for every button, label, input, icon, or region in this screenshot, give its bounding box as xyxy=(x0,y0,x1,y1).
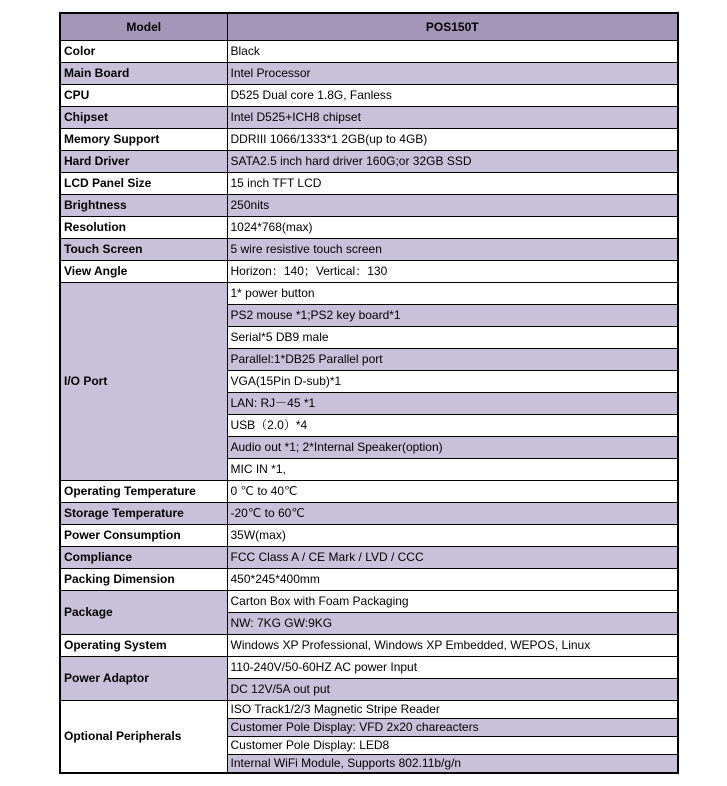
spec-value-memory-support: DDRIII 1066/1333*1 2GB(up to 4GB) xyxy=(227,129,678,151)
table-row xyxy=(60,129,678,151)
table-row xyxy=(60,569,678,591)
table-row xyxy=(60,635,678,657)
table-row xyxy=(60,107,678,129)
table-row xyxy=(60,525,678,547)
spec-value-packing-dimension: 450*245*400mm xyxy=(227,569,678,591)
spec-value-i-o-port-2: Serial*5 DB9 male xyxy=(227,327,678,349)
table-row xyxy=(60,63,678,85)
spec-label-memory-support: Memory Support xyxy=(60,129,227,151)
spec-label-view-angle: View Angle xyxy=(60,261,227,283)
spec-label-touch-screen: Touch Screen xyxy=(60,239,227,261)
spec-label-chipset: Chipset xyxy=(60,107,227,129)
spec-value-compliance: FCC Class A / CE Mark / LVD / CCC xyxy=(227,547,678,569)
spec-label-i-o-port: I/O Port xyxy=(60,283,227,481)
spec-value-package-0: Carton Box with Foam Packaging xyxy=(227,591,678,613)
spec-value-main-board: Intel Processor xyxy=(227,63,678,85)
spec-value-operating-temperature: 0 ℃ to 40℃ xyxy=(227,481,678,503)
spec-value-i-o-port-3: Parallel:1*DB25 Parallel port xyxy=(227,349,678,371)
spec-label-main-board: Main Board xyxy=(60,63,227,85)
spec-value-i-o-port-7: Audio out *1; 2*Internal Speaker(option) xyxy=(227,437,678,459)
table-row xyxy=(60,283,678,305)
spec-value-chipset: Intel D525+ICH8 chipset xyxy=(227,107,678,129)
spec-value-power-consumption: 35W(max) xyxy=(227,525,678,547)
spec-value-storage-temperature: -20℃ to 60℃ xyxy=(227,503,678,525)
header-model-label: Model xyxy=(60,13,227,41)
spec-value-i-o-port-0: 1* power button xyxy=(227,283,678,305)
spec-value-i-o-port-6: USB（2.0）*4 xyxy=(227,415,678,437)
spec-label-package: Package xyxy=(60,591,227,635)
table-row xyxy=(60,195,678,217)
table-row xyxy=(60,261,678,283)
spec-value-power-adaptor-1: DC 12V/5A out put xyxy=(227,679,678,701)
spec-label-brightness: Brightness xyxy=(60,195,227,217)
table-row xyxy=(60,547,678,569)
spec-value-i-o-port-4: VGA(15Pin D-sub)*1 xyxy=(227,371,678,393)
table-row xyxy=(60,173,678,195)
table-row xyxy=(60,41,678,63)
spec-value-optional-peripherals-3: Internal WiFi Module, Supports 802.11b/g/n xyxy=(227,755,678,774)
table-row xyxy=(60,503,678,525)
spec-label-power-consumption: Power Consumption xyxy=(60,525,227,547)
spec-value-power-adaptor-0: 110-240V/50-60HZ AC power Input xyxy=(227,657,678,679)
spec-value-operating-system: Windows XP Professional, Windows XP Embedded, WEPOS, Linux xyxy=(227,635,678,657)
spec-label-optional-peripherals: Optional Peripherals xyxy=(60,701,227,774)
spec-value-color: Black xyxy=(227,41,678,63)
spec-value-optional-peripherals-2: Customer Pole Display: LED8 xyxy=(227,737,678,755)
spec-label-resolution: Resolution xyxy=(60,217,227,239)
spec-value-resolution: 1024*768(max) xyxy=(227,217,678,239)
table-row xyxy=(60,239,678,261)
header-model-value: POS150T xyxy=(227,13,678,41)
spec-label-lcd-panel-size: LCD Panel Size xyxy=(60,173,227,195)
spec-label-compliance: Compliance xyxy=(60,547,227,569)
spec-label-storage-temperature: Storage Temperature xyxy=(60,503,227,525)
spec-label-color: Color xyxy=(60,41,227,63)
table-row xyxy=(60,701,678,719)
table-row xyxy=(60,85,678,107)
table-row xyxy=(60,591,678,613)
table-row xyxy=(60,481,678,503)
spec-label-cpu: CPU xyxy=(60,85,227,107)
spec-label-hard-driver: Hard Driver xyxy=(60,151,227,173)
spec-value-optional-peripherals-0: ISO Track1/2/3 Magnetic Stripe Reader xyxy=(227,701,678,719)
table-row xyxy=(60,657,678,679)
table-row xyxy=(60,151,678,173)
spec-value-view-angle: Horizon：140；Vertical：130 xyxy=(227,261,678,283)
spec-body xyxy=(60,41,678,774)
spec-label-power-adaptor: Power Adaptor xyxy=(60,657,227,701)
spec-value-lcd-panel-size: 15 inch TFT LCD xyxy=(227,173,678,195)
spec-value-touch-screen: 5 wire resistive touch screen xyxy=(227,239,678,261)
spec-value-brightness: 250nits xyxy=(227,195,678,217)
spec-value-optional-peripherals-1: Customer Pole Display: VFD 2x20 chareacters xyxy=(227,719,678,737)
spec-label-operating-temperature: Operating Temperature xyxy=(60,481,227,503)
table-row xyxy=(60,217,678,239)
spec-label-packing-dimension: Packing Dimension xyxy=(60,569,227,591)
spec-value-cpu: D525 Dual core 1.8G, Fanless xyxy=(227,85,678,107)
spec-value-i-o-port-8: MIC IN *1, xyxy=(227,459,678,481)
spec-value-i-o-port-1: PS2 mouse *1;PS2 key board*1 xyxy=(227,305,678,327)
spec-table xyxy=(59,12,679,774)
spec-label-operating-system: Operating System xyxy=(60,635,227,657)
spec-value-i-o-port-5: LAN: RJ－45 *1 xyxy=(227,393,678,415)
spec-value-hard-driver: SATA2.5 inch hard driver 160G;or 32GB SSD xyxy=(227,151,678,173)
table-header-row xyxy=(60,13,678,41)
spec-value-package-1: NW: 7KG GW:9KG xyxy=(227,613,678,635)
